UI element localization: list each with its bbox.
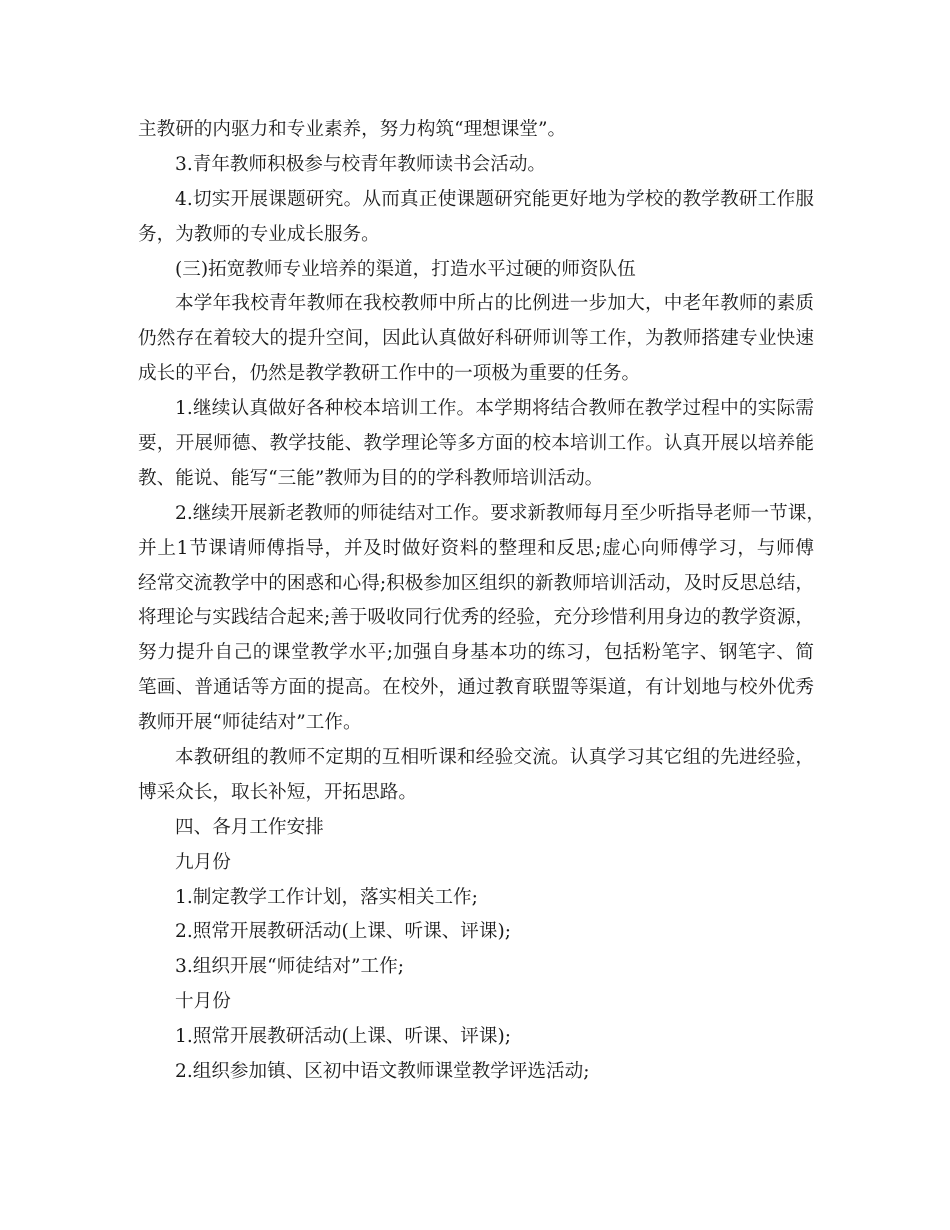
list-item: 1.制定教学工作计划，落实相关工作; <box>175 886 478 908</box>
text-line: 3.青年教师积极参与校青年教师读书会活动。 <box>175 153 547 175</box>
list-item: 2.照常开展教研活动(上课、听课、评课); <box>175 921 512 943</box>
text-line: 要，开展师德、教学技能、教学理论等多方面的校本培训工作。认真开展以培养能 <box>138 433 814 455</box>
text-line: 2.继续开展新老教师的师徒结对工作。要求新教师每月至少听指导老师一节课， <box>175 502 825 524</box>
text-line: 4.切实开展课题研究。从而真正使课题研究能更好地为学校的教学教研工作服 <box>175 188 814 210</box>
list-item: 1.照常开展教研活动(上课、听课、评课); <box>175 1026 512 1048</box>
document-body <box>138 113 825 1090</box>
text-line: 成长的平台，仍然是教学教研工作中的一项极为重要的任务。 <box>138 363 641 385</box>
text-line: 笔画、普通话等方面的提高。在校外，通过教育联盟等渠道，有计划地与校外优秀 <box>138 677 814 699</box>
text-line: 博采众长，取长补短，开拓思路。 <box>138 781 417 803</box>
text-line: 并上1节课请师傅指导，并及时做好资料的整理和反思;虚心向师傅学习，与师傅 <box>138 537 814 559</box>
text-line: 教、能说、能写“三能”教师为目的的学科教师培训活动。 <box>138 467 604 489</box>
text-line: 主教研的内驱力和专业素养，努力构筑“理想课堂”。 <box>138 119 567 140</box>
section-heading: 四、各月工作安排 <box>175 816 324 838</box>
text-line: 仍然存在着较大的提升空间，因此认真做好科研师训等工作，为教师搭建专业快速 <box>138 328 814 350</box>
month-heading: 九月份 <box>175 851 231 873</box>
text-line: 本学年我校青年教师在我校教师中所占的比例进一步加大，中老年教师的素质 <box>175 293 814 315</box>
text-line: 教师开展“师徒结对”工作。 <box>138 712 362 734</box>
text-line: 经常交流教学中的困惑和心得;积极参加区组织的新教师培训活动，及时反思总结， <box>138 572 814 594</box>
text-line: 本教研组的教师不定期的互相听课和经验交流。认真学习其它组的先进经验， <box>175 747 814 769</box>
text-line: 务，为教师的专业成长服务。 <box>138 223 380 245</box>
list-item: 3.组织开展“师徒结对”工作; <box>175 956 404 978</box>
text-line: 1.继续认真做好各种校本培训工作。本学期将结合教师在教学过程中的实际需 <box>175 398 814 420</box>
list-item: 2.组织参加镇、区初中语文教师课堂教学评选活动; <box>175 1061 590 1083</box>
section-heading: (三)拓宽教师专业培养的渠道，打造水平过硬的师资队伍 <box>175 258 636 280</box>
month-heading: 十月份 <box>175 991 231 1013</box>
text-line: 将理论与实践结合起来;善于吸收同行优秀的经验，充分珍惜利用身边的教学资源， <box>138 607 814 629</box>
text-line: 努力提升自己的课堂教学水平;加强自身基本功的练习，包括粉笔字、钢笔字、简 <box>138 642 814 664</box>
